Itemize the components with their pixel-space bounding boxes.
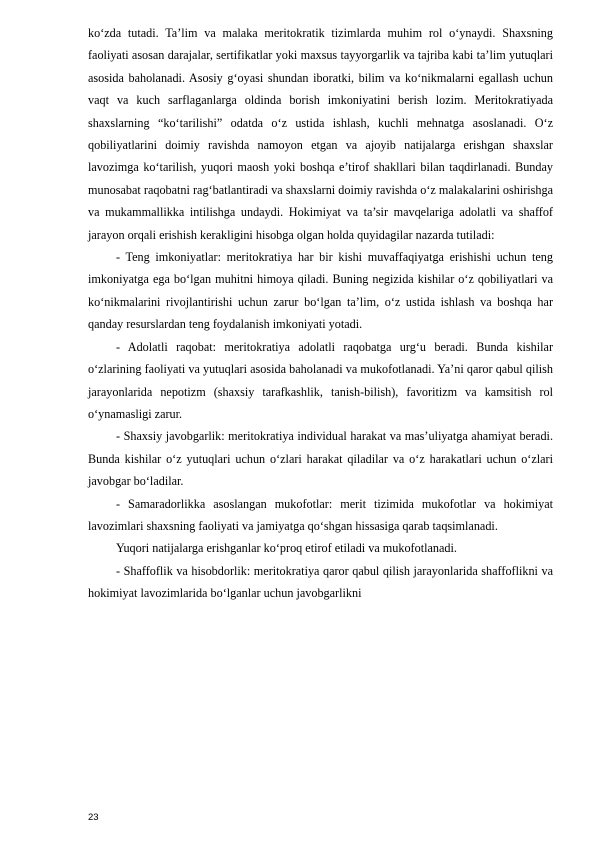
- paragraph-equal-opportunities: - Teng imkoniyatlar: meritokratiya har bir kishi muvaffaqiyatga erishishi uchun teng imkoniyatga ega bo‘lgan muhitni himoya qiladi. Buning negizida kishilar o‘z qobiliyatlari va ko‘nikmalarini rivojlantirishi uchun zarur bo‘lgan ta’lim, o‘z ustida ishlash va boshqa har qanday resurslardan teng foydalanish imkoniyati yotadi.: [88, 250, 553, 332]
- paragraph-personal-responsibility: - Shaxsiy javobgarlik: meritokratiya individual harakat va mas’uliyatga ahamiyat beradi. Bunda kishilar o‘z yutuqlari uchun o‘zlari harakat qiladilar va o‘z harakatlari uchun o‘zlari javobgar bo‘ladilar.: [88, 429, 553, 489]
- page-body: [88, 22, 553, 605]
- paragraph-intro: ko‘zda tutadi. Ta’lim va malaka meritokratik tizimlarda muhim rol o‘ynaydi. Shaxsning faoliyati asosan darajalar, sertifikatlar yoki maxsus tayyorgarlik va tajriba kabi ta’lim yutuqlari asosida baholanadi. Asosiy g‘oyasi shundan iboratki, bilim va ko‘nikmalarni egallash uchun vaqt va kuch sarflaganlarga oldinda borish imkoniyatini berish lozim. Meritokratiyada shaxslarning “ko‘tarilishi” odatda o‘z ustida ishlash, kuchli mehnatga asoslanadi. O‘z qobiliyatlarini doimiy ravishda namoyon etgan va ajoyib natijalarga erishgan shaxslar lavozimga ko‘tarilish, yuqori maosh yoki boshqa e’tirof shakllari bilan taqdirlanadi. Bunday munosabat raqobatni rag‘batlantiradi va shaxslarni doimiy ravishda o‘z malakalarini oshirishga va mukammallikka intilishga undaydi. Hokimiyat va ta’sir mavqelariga adolatli va shaffof jarayon orqali erishish kerakligini hisobga olgan holda quyidagilar nazarda tutiladi:: [88, 26, 553, 242]
- paragraph-fair-competition: - Adolatli raqobat: meritokratiya adolatli raqobatga urg‘u beradi. Bunda kishilar o‘zlarining faoliyati va yutuqlari asosida baholanadi va mukofotlanadi. Ya’ni qaror qabul qilish jarayonlarida nepotizm (shaxsiy tarafkashlik, tanish-bilish), favoritizm va kamsitish rol o‘ynamasligi zarur.: [88, 339, 553, 421]
- paragraph-transparency: - Shaffoflik va hisobdorlik: meritokratiya qaror qabul qilish jarayonlarida shaffoflikni va hokimiyat lavozimlarida bo‘lganlar uchun javobgarlikni: [88, 563, 553, 601]
- page-number: 23: [88, 812, 99, 823]
- paragraph-merit-rewards: - Samaradorlikka asoslangan mukofotlar: merit tizimida mukofotlar va hokimiyat lavozimlari shaxsning faoliyati va jamiyatga qo‘shgan hissasiga qarab taqsimlanadi.: [88, 496, 553, 533]
- paragraph-recognition: Yuqori natijalarga erishganlar ko‘proq etirof etiladi va mukofotlanadi.: [116, 541, 457, 556]
